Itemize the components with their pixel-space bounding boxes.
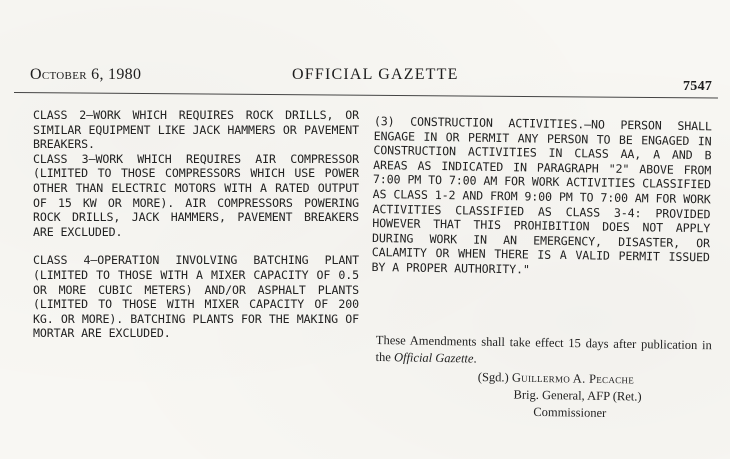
amendment-paragraph: [375, 332, 711, 371]
right-column: [371, 114, 711, 280]
amendment-end: .: [473, 351, 477, 366]
signature-prefix: (Sgd.): [477, 369, 513, 385]
signatory-rank: Brig. General, AFP (Ret.): [513, 387, 642, 404]
header-date: October 6, 1980: [30, 66, 142, 83]
gazette-name: Official Gazette: [393, 350, 474, 366]
class3-paragraph: CLASS 3—WORK WHICH REQUIRES AIR COMPRESSOR (LIMITED TO THOSE COMPRESSORS WHICH USE POWER OTHER THAN ELECTRIC MOTORS WITH A RATED OUTPUT OF 15 KW OR MORE). AIR COMPRESSORS POWERING ROCK DRILLS, JACK HAMMERS, PAVEMENT BREAKERS ARE EXCLUDED.: [33, 151, 359, 239]
amendment-text: These Amendments shall take effect 15 days after publication in the: [375, 332, 712, 365]
signature-block: [477, 369, 718, 424]
header-rule: [14, 92, 718, 99]
class4-paragraph: CLASS 4—OPERATION INVOLVING BATCHING PLANT (LIMITED TO THOSE WITH A MIXER CAPACITY OF 0.5 OR MORE CUBIC METERS) AND/OR ASPHALT PLANTS (LIMITED TO THOSE WITH MIXER CAPACITY OF 200 KG. OR MORE). BATCHING PLANTS FOR THE MAKING OF MORTAR ARE EXCLUDED.: [33, 253, 359, 341]
left-column: [33, 108, 359, 341]
signatory-name: Guillermo A. Pecache: [511, 370, 635, 387]
class2-paragraph: CLASS 2—WORK WHICH REQUIRES ROCK DRILLS, OR SIMILAR EQUIPMENT LIKE JACK HAMMERS OR PAVEMENT BREAKERS.: [33, 108, 359, 152]
header-title: OFFICIAL GAZETTE: [292, 66, 459, 83]
signatory-title: Commissioner: [533, 404, 607, 421]
paragraph-spacer: [33, 239, 359, 253]
page-number: 7547: [683, 79, 713, 94]
construction-paragraph: (3) CONSTRUCTION ACTIVITIES.—NO PERSON SHALL ENGAGE IN OR PERMIT ANY PERSON TO BE ENGAGED IN CONSTRUCTION ACTIVITIES IN CLASS AA, A AND B AREAS AS INDICATED IN PARAGRAPH "2" ABOVE FROM 7:00 PM TO 7:00 AM FOR WORK ACTIVITIES CLASSIFIED AS CLASS 1-2 AND FROM 9:00 PM TO 7:00 AM FOR WORK ACTIVITIES CLASSIFIED AS CLASS 3-4: PROVIDED HOWEVER THAT THIS PROHIBITION DOES NOT APPLY DURING WORK IN AN EMERGENCY, DISASTER, OR CALAMITY OR WHEN THERE IS A VALID PERMIT ISSUED BY A PROPER AUTHORITY.": [371, 114, 712, 277]
